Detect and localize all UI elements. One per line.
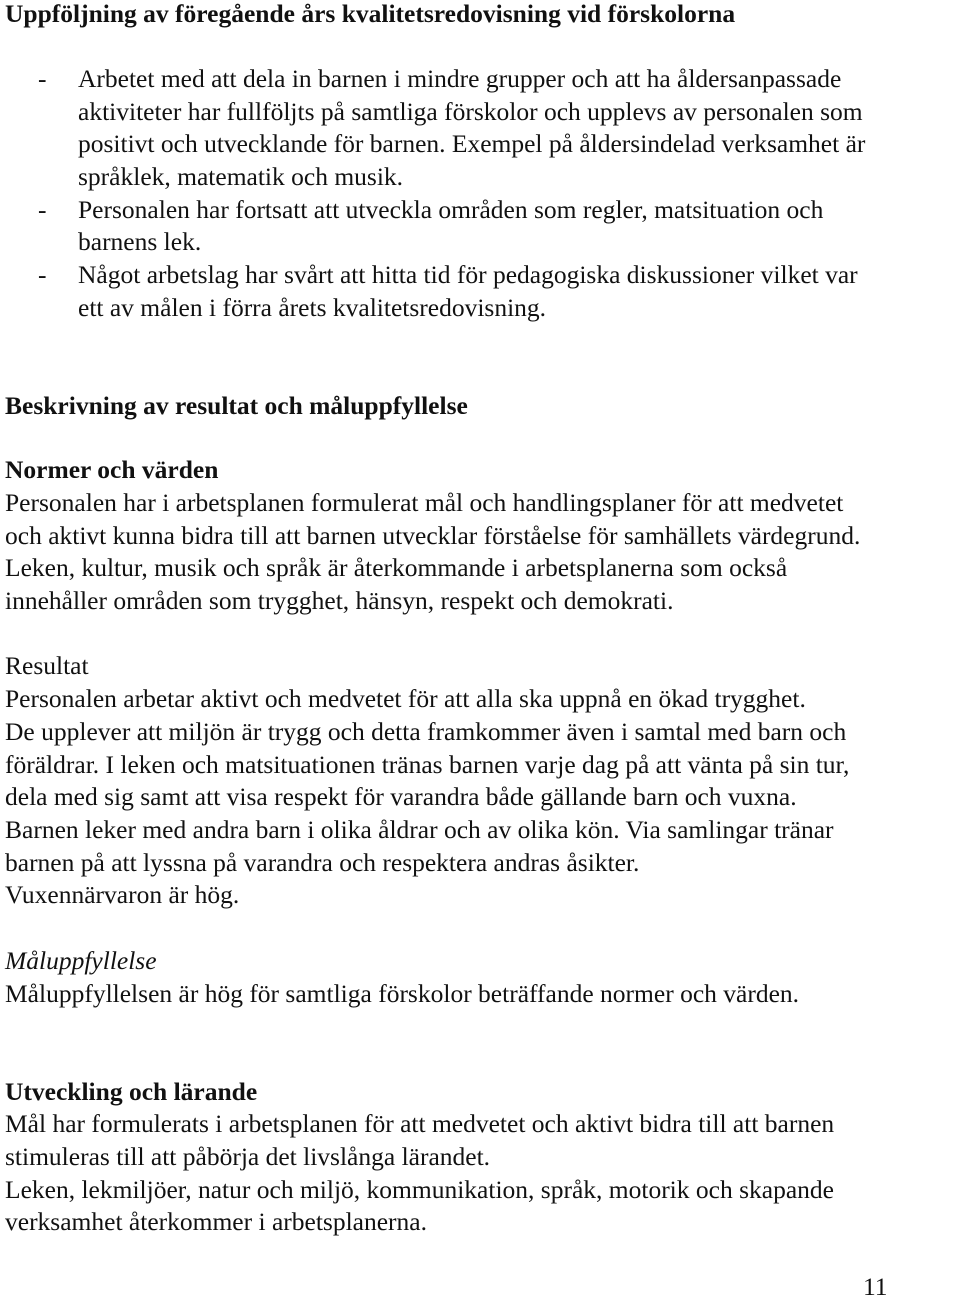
bullet-line: aktiviteter har fullföljts på samtliga förskolor och upplevs av personalen som [78,97,863,126]
subheading-maluppfyllelse: Måluppfyllelse [5,946,157,975]
bullet-dash: - [38,260,47,289]
bullet-line: barnens lek. [78,227,202,256]
subheading-normer: Normer och värden [5,455,219,484]
paragraph-line: Vuxennärvaron är hög. [5,880,240,909]
paragraph-line: Måluppfyllelsen är hög för samtliga förskolor beträffande normer och värden. [5,979,800,1008]
paragraph-line: och aktivt kunna bidra till att barnen utvecklar förståelse för samhällets värdegrund. [5,521,861,550]
paragraph-line: dela med sig samt att visa respekt för varandra både gällande barn och vuxna. [5,782,797,811]
paragraph-line: föräldrar. I leken och matsituationen tränas barnen varje dag på att vänta på sin tur, [5,750,850,779]
bullet-line: Arbetet med att dela in barnen i mindre grupper och att ha åldersanpassade [78,64,842,93]
bullet-line: Något arbetslag har svårt att hitta tid för pedagogiska diskussioner vilket var [78,260,858,289]
paragraph-line: stimuleras till att påbörja det livslånga lärandet. [5,1142,491,1171]
paragraph-line: innehåller områden som trygghet, hänsyn, respekt och demokrati. [5,586,674,615]
subheading-utveckling: Utveckling och lärande [5,1077,258,1106]
section-heading-beskrivning: Beskrivning av resultat och måluppfyllelse [5,391,468,420]
paragraph-line: verksamhet återkommer i arbetsplanerna. [5,1207,427,1236]
paragraph-line: Mål har formulerats i arbetsplanen för att medvetet och aktivt bidra till att barnen [5,1109,835,1138]
paragraph-line: barnen på att lyssna på varandra och respektera andras åsikter. [5,848,640,877]
paragraph-line: Personalen har i arbetsplanen formulerat mål och handlingsplaner för att medvetet [5,488,844,517]
document-page [5,0,955,1301]
bullet-line: ett av målen i förra årets kvalitetsredovisning. [78,293,547,322]
bullet-line: Personalen har fortsatt att utveckla områden som regler, matsituation och [78,195,824,224]
paragraph-line: De upplever att miljön är trygg och detta framkommer även i samtal med barn och [5,717,847,746]
paragraph-line: Leken, kultur, musik och språk är återkommande i arbetsplanerna som också [5,553,788,582]
paragraph-line: Barnen leker med andra barn i olika åldrar och av olika kön. Via samlingar tränar [5,815,834,844]
paragraph-line: Leken, lekmiljöer, natur och miljö, kommunikation, språk, motorik och skapande [5,1175,834,1204]
paragraph-line: Personalen arbetar aktivt och medvetet för att alla ska uppnå en ökad trygghet. [5,684,806,713]
page-number: 11 [863,1272,888,1301]
subheading-resultat: Resultat [5,651,89,680]
bullet-dash: - [38,195,47,224]
bullet-line: språklek, matematik och musik. [78,162,404,191]
section-heading-uppfoljning: Uppföljning av föregående års kvalitetsredovisning vid förskolorna [5,0,736,28]
bullet-line: positivt och utvecklande för barnen. Exempel på åldersindelad verksamhet är [78,129,866,158]
bullet-dash: - [38,64,47,93]
